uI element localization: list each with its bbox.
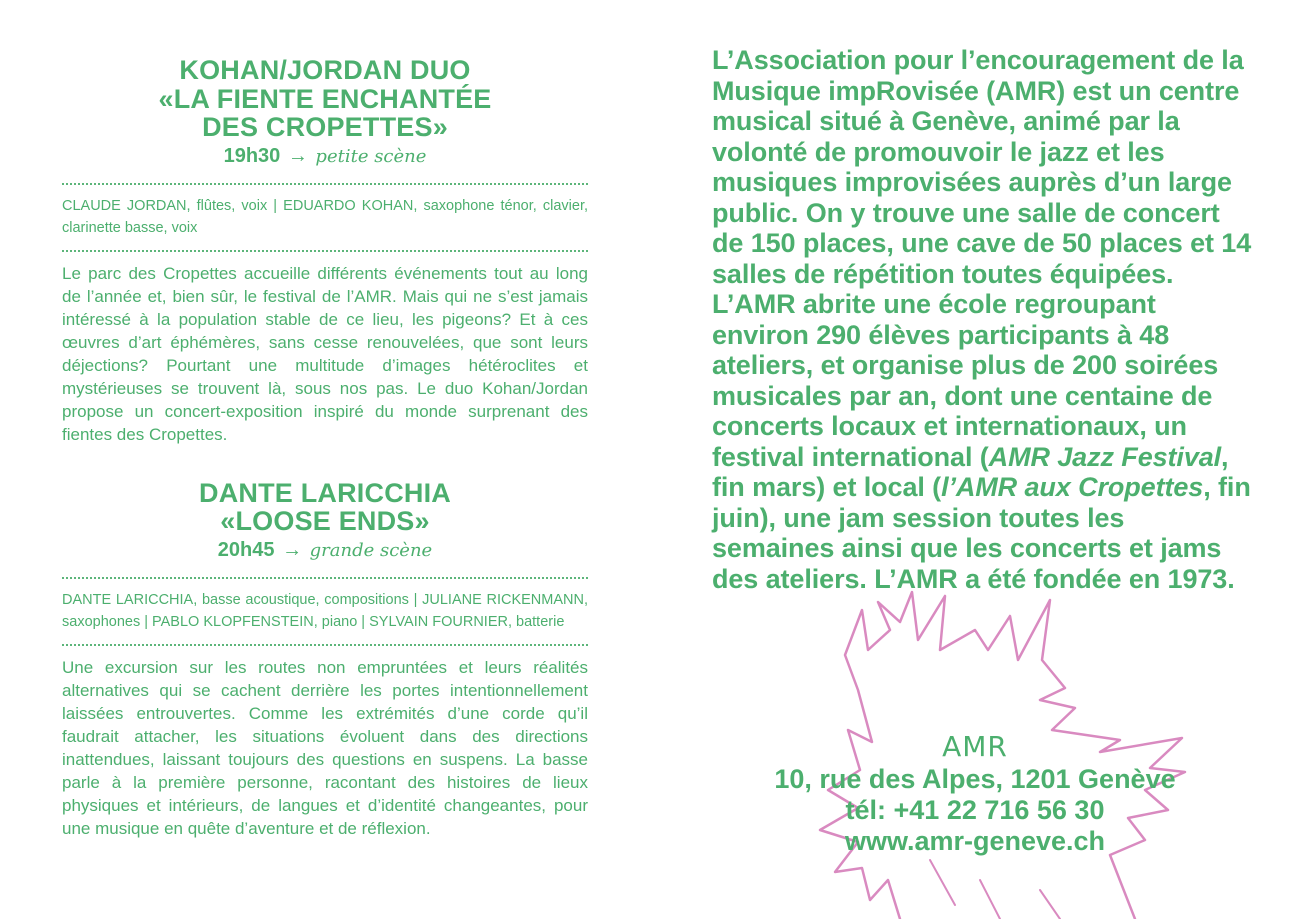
arrow-right-icon: → — [282, 538, 303, 561]
arrow-right-icon: → — [287, 144, 308, 167]
event-description: Le parc des Cropettes accueille différents événements tout au long de l’année et, bien sûr, le festival de l’AMR. Mais qui ne s’est jamais intéressé à la population stable de ce lieu, les pigeons? Et à ces œuvres d’art éphémères, sans cesse renouvelées, que sont leurs déjections? Pourtant une multitude d’images hétéroclites et mystérieuses se trouvent là, sous nos pas. Le duo Kohan/Jordan propose un concert-exposition inspiré du monde surprenant des fientes des Cropettes. — [62, 263, 588, 444]
amr-logo: AMR — [942, 730, 1008, 763]
credits-separator: | — [357, 614, 370, 630]
event-credits — [62, 195, 588, 240]
musician-role: , saxophone ténor, clavier, clarinette basse, voix — [62, 197, 588, 236]
musician-role: , batterie — [507, 614, 565, 630]
dotted-divider — [62, 644, 588, 646]
credits-separator: | — [140, 614, 153, 630]
about-festival-name: AMR Jazz Festival — [988, 441, 1222, 472]
event-title-line: DANTE LARICCHIA — [199, 477, 451, 508]
about-festival-name: l’AMR aux Cropettes — [941, 472, 1204, 502]
event-title-line: «LA FIENTE ENCHANTÉE — [158, 83, 492, 114]
musician-name: CLAUDE JORDAN — [62, 197, 187, 214]
about-paragraph — [712, 45, 1252, 594]
event-title-line: KOHAN/JORDAN DUO — [179, 55, 471, 85]
musician-name: JULIANE RICKENMANN — [422, 591, 584, 608]
event-venue: grande scène — [309, 539, 433, 561]
event-title-line: «LOOSE ENDS» — [220, 506, 430, 536]
musician-role: , basse acoustique, compositions — [193, 591, 409, 608]
about-text: L’Association pour l’encouragement de la Musique impRovisée (AMR) est un centre musical situé à Genève, animé par la volonté de promouvoir le jazz et les musiques improvisées auprès d’un large public. On y trouve une salle de concert de 150 places, une cave de 50 places et 14 salles de répétition toutes équipées. L’AMR abrite une école regroupant environ 290 élèves participants à 48 ateliers, et organise plus de 200 soirées musicales par an, dont une centaine de concerts locaux et internationaux, un festival international ( — [712, 45, 1252, 472]
event-title — [62, 56, 588, 142]
about-amr — [712, 45, 1252, 594]
event-time: 20h45 — [217, 538, 275, 561]
musician-role: , saxophones — [62, 591, 588, 630]
musician-role: , piano — [313, 614, 358, 630]
musician-name: DANTE LARICCHIA — [62, 591, 194, 608]
event-venue: petite scène — [315, 145, 427, 167]
contact-website[interactable]: www.amr-geneve.ch — [844, 826, 1106, 856]
musician-name: EDUARDO KOHAN — [283, 197, 414, 214]
dotted-divider — [62, 250, 588, 252]
event-title-line: DES CROPETTES» — [202, 112, 448, 142]
musician-name: SYLVAIN FOURNIER — [369, 614, 508, 630]
event-schedule — [62, 538, 588, 563]
musician-role: , flûtes, voix — [186, 197, 268, 214]
about-text: , fin juin), une jam session toutes les semaines ainsi que les concerts et jams des ateliers. L’AMR a été fondée en 1973. — [712, 472, 1251, 594]
event-title — [62, 479, 588, 536]
program-column — [62, 56, 588, 840]
event-description: Une excursion sur les routes non empruntées et leurs réalités alternatives qui se cachent derrière les portes intentionnellement laissées entrouvertes. Comme les extrémités d’une corde qu’il faudrait attacher, les situations évoluent dans des directions inattendues, laissant toujours des questions en suspens. La basse parle à la première personne, racontant des histoires de lieux physiques et intérieurs, de langues et d’identité changeantes, pour une musique en quête d’aventure et de réflexion. — [62, 657, 588, 838]
contact-block — [744, 730, 1206, 857]
about-text: , fin mars) et local ( — [712, 441, 1229, 502]
credits-separator: | — [267, 197, 284, 214]
contact-phone: tél: +41 22 716 56 30 — [845, 795, 1105, 825]
event-kohan-jordan — [62, 56, 588, 446]
event-dante-laricchia — [62, 479, 588, 840]
event-time: 19h30 — [223, 144, 281, 167]
dotted-divider — [62, 183, 588, 185]
event-credits — [62, 589, 588, 634]
contact-address: 10, rue des Alpes, 1201 Genève — [774, 764, 1176, 794]
dotted-divider — [62, 577, 588, 579]
musician-name: PABLO KLOPFENSTEIN — [152, 614, 314, 630]
credits-separator: | — [408, 591, 423, 608]
event-schedule — [62, 144, 588, 169]
